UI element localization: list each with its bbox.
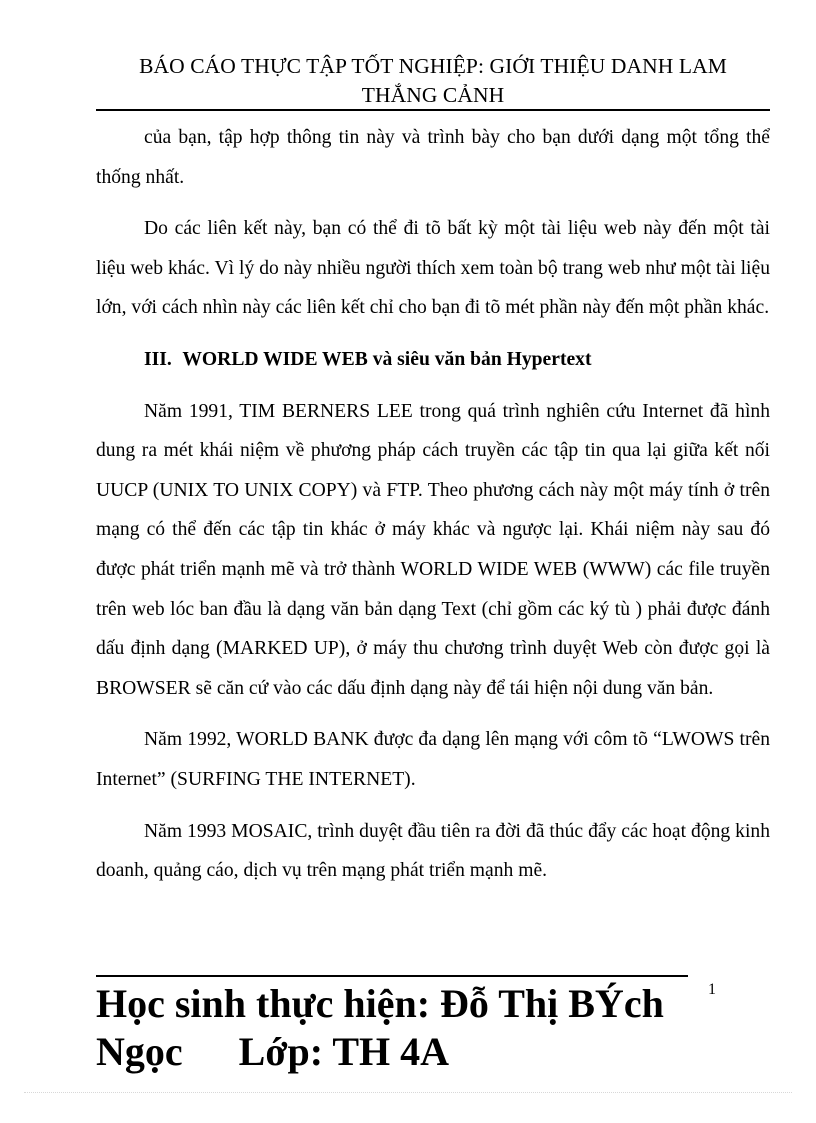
header-title-line2: THẮNG CẢNH xyxy=(361,83,505,107)
paragraph-3: Năm 1991, TIM BERNERS LEE trong quá trình nghiên cứu Internet đã hình dung ra mét khái niệm về phương pháp cách truyền các tập tin qua lại giữa kết nối UUCP (UNIX TO UNIX COPY) và FTP. Theo phương cách này một máy tính ở trên mạng có thể đến các tập tin khác ở máy khác và ngược lại. Khái niệm này sau đó được phát triển mạnh mẽ và trở thành WORLD WIDE WEB (WWW) các file truyền trên web lóc ban đầu là dạng văn bản dạng Text (chỉ gồm các ký tù ) phải được đánh dấu định dạng (MARKED UP), ở máy thu chương trình duyệt Web còn được gọi là BROWSER sẽ căn cứ vào các dấu định dạng này để tái hiện nội dung văn bản. xyxy=(96,400,770,699)
header-divider xyxy=(96,109,770,111)
paragraph-5: Năm 1993 MOSAIC, trình duyệt đầu tiên ra đời đã thúc đẩy các hoạt động kinh doanh, quảng cáo, dịch vụ trên mạng phát triển mạnh mẽ. xyxy=(96,820,770,882)
footer-divider xyxy=(96,975,688,977)
paragraph-1: của bạn, tập hợp thông tin này và trình bày cho bạn dưới dạng một tổng thể thống nhất. xyxy=(96,127,770,188)
footer-student-name: Ngọc xyxy=(96,1029,183,1074)
paragraph-4: Năm 1992, WORLD BANK được đa dạng lên mạng với côm tõ “LWOWS trên Internet” (SURFING THE INTERNET). xyxy=(96,729,770,790)
page-footer xyxy=(96,980,696,1076)
section-heading xyxy=(96,340,770,380)
footer-student-class: Lớp: TH 4A xyxy=(238,1029,449,1074)
document-body xyxy=(96,118,770,903)
paragraph-2: Do các liên kết này, bạn có thể đi tõ bất kỳ một tài liệu web này đến một tài liệu web khác. Vì lý do này nhiều người thích xem toàn bộ trang web như một tài liệu lớn, với cách nhìn này các liên kết chỉ cho bạn đi tõ mét phần này đến một phần khác. xyxy=(96,218,770,319)
section-number: III. xyxy=(144,348,172,370)
page-bottom-border xyxy=(24,1092,792,1093)
page-header xyxy=(96,52,770,110)
header-title-line1: BÁO CÁO THỰC TẬP TỐT NGHIỆP: GIỚI THIỆU DANH LAM xyxy=(139,54,727,78)
section-title: WORLD WIDE WEB và siêu văn bản Hypertext xyxy=(182,348,592,370)
footer-student-line2 xyxy=(96,1028,696,1076)
footer-student-line1: Học sinh thực hiện: Đỗ Thị BÝch xyxy=(96,981,664,1026)
page-number: 1 xyxy=(708,981,716,998)
